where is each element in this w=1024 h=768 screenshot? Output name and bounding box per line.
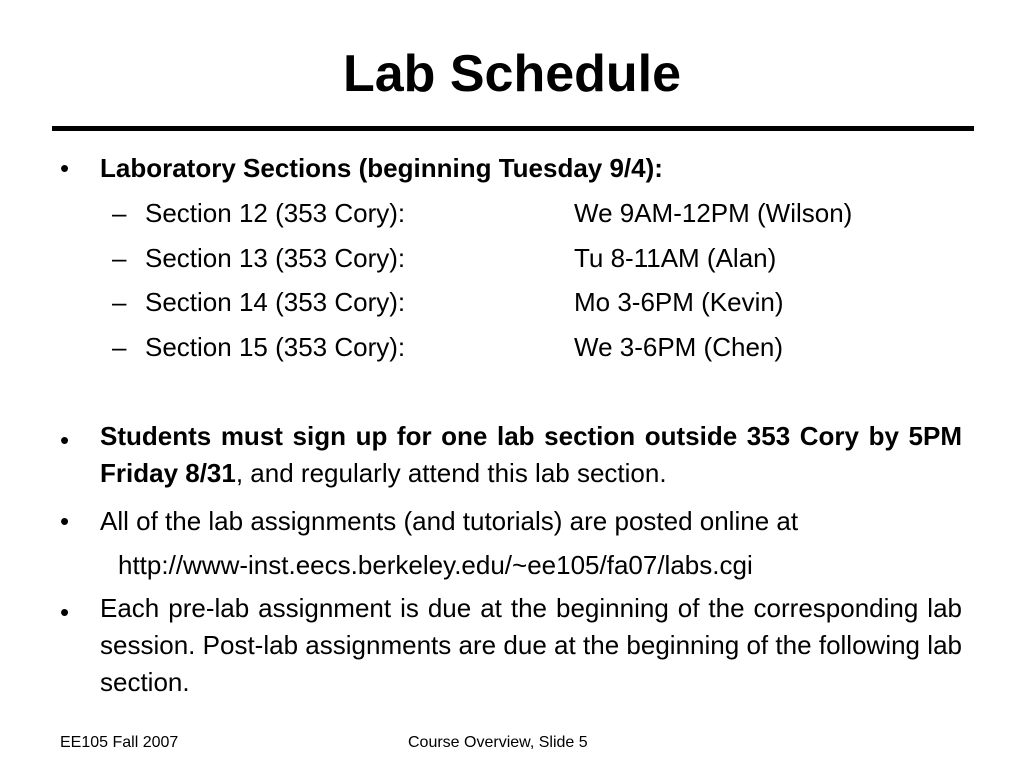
prelab-text: Each pre-lab assignment is due at the beginning of the corresponding lab session. Post-lab assignments are due at the beginning of the following lab section. <box>100 593 962 697</box>
signup-emphasis: Students must sign up for one lab section outside 353 Cory by 5PM Friday 8/31 <box>100 421 962 488</box>
section-label: Section 13 (353 Cory): <box>145 243 406 273</box>
section-time: Tu 8-11AM (Alan) <box>574 243 777 273</box>
title-divider <box>52 126 974 131</box>
assignments-text: All of the lab assignments (and tutorials) are posted online at <box>100 506 799 536</box>
bullet-marker: • <box>60 425 70 455</box>
section-item <box>112 191 932 235</box>
slide-title: Lab Schedule <box>342 45 682 103</box>
section-time: We 9AM-12PM (Wilson) <box>574 198 853 228</box>
lab-sections-heading: Laboratory Sections (beginning Tuesday 9/4): <box>100 153 663 183</box>
dash-marker: – <box>112 287 127 317</box>
section-item <box>112 325 932 369</box>
signup-rest: , and regularly attend this lab section. <box>235 458 667 488</box>
section-label: Section 12 (353 Cory): <box>145 198 406 228</box>
dash-marker: – <box>112 198 127 228</box>
labs-url[interactable]: http://www-inst.eecs.berkeley.edu/~ee105/fa07/labs.cgi <box>118 550 753 580</box>
bullet-marker: • <box>60 506 70 536</box>
footer-course: EE105 Fall 2007 <box>60 734 179 751</box>
section-label: Section 15 (353 Cory): <box>145 332 406 362</box>
signup-text <box>100 418 962 492</box>
footer-slide-info: Course Overview, Slide 5 <box>408 734 588 751</box>
section-item <box>112 236 932 280</box>
section-time: We 3-6PM (Chen) <box>574 332 784 362</box>
dash-marker: – <box>112 332 127 362</box>
bullet-marker: • <box>60 597 70 627</box>
dash-marker: – <box>112 243 127 273</box>
section-time: Mo 3-6PM (Kevin) <box>574 287 784 317</box>
section-item <box>112 280 932 324</box>
section-label: Section 14 (353 Cory): <box>145 287 406 317</box>
bullet-marker: • <box>60 153 70 183</box>
